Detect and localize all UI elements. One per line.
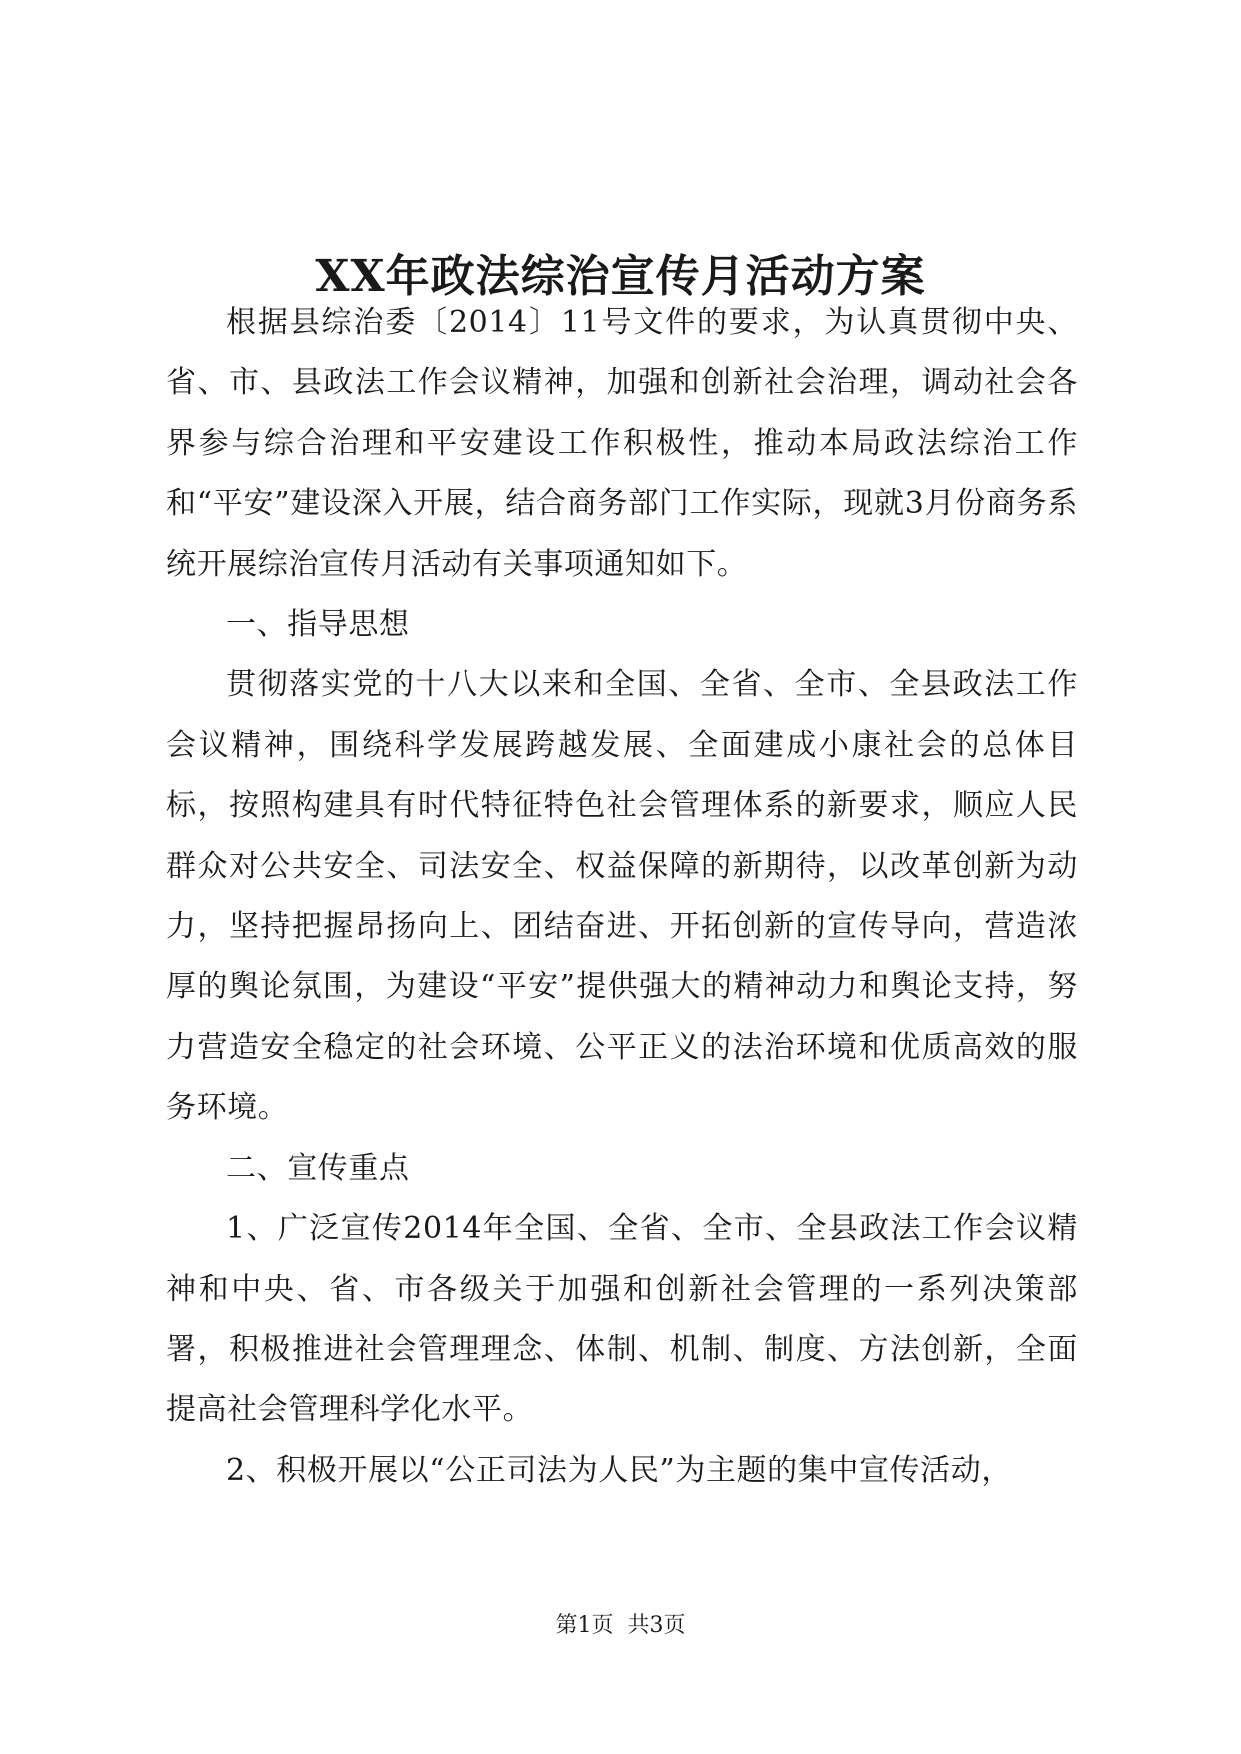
document-body [166,293,1078,1501]
section-heading-guiding-ideology: 一、指导思想 [226,607,410,643]
paragraph-focus-item-2: 2、积极开展以“公正司法为人民”为主题的集中宣传活动， [226,1452,1012,1488]
paragraph-guiding-ideology: 贯彻落实党的十八大以来和全国、全省、全市、全县政法工作会议精神，围绕科学发展跨越发展、全面建成小康社会的总体目标，按照构建具有时代特征特色社会管理体系的新要求，顺应人民群众对公共安全、司法安全、权益保障的新期待，以改革创新为动力，坚持把握昂扬向上、团结奋进、开拓创新的宣传导向，营造浓厚的舆论氛围，为建设“平安”提供强大的精神动力和舆论支持，努力营造安全稳定的社会环境、公平正义的法治环境和优质高效的服务环境。 [166,667,1078,1126]
page-number: 第1页 共3页 [555,1613,686,1638]
paragraph-intro: 根据县综治委〔2014〕11号文件的要求，为认真贯彻中央、省、市、县政法工作会议精神，加强和创新社会治理，调动社会各界参与综合治理和平安建设工作积极性，推动本局政法综治工作和“平安”建设深入开展，结合商务部门工作实际，现就3月份商务系统开展综治宣传月活动有关事项通知如下。 [166,305,1078,582]
document-title: XX年政法综治宣传月活动方案 [315,251,926,303]
page-footer [0,1611,1241,1641]
section-heading-publicity-focus: 二、宣传重点 [226,1150,410,1186]
paragraph-focus-item-1: 1、广泛宣传2014年全国、全省、全市、全县政法工作会议精神和中央、省、市各级关于加强和创新社会管理的一系列决策部署，积极推进社会管理理念、体制、机制、制度、方法创新，全面提高社会管理科学化水平。 [166,1211,1078,1428]
